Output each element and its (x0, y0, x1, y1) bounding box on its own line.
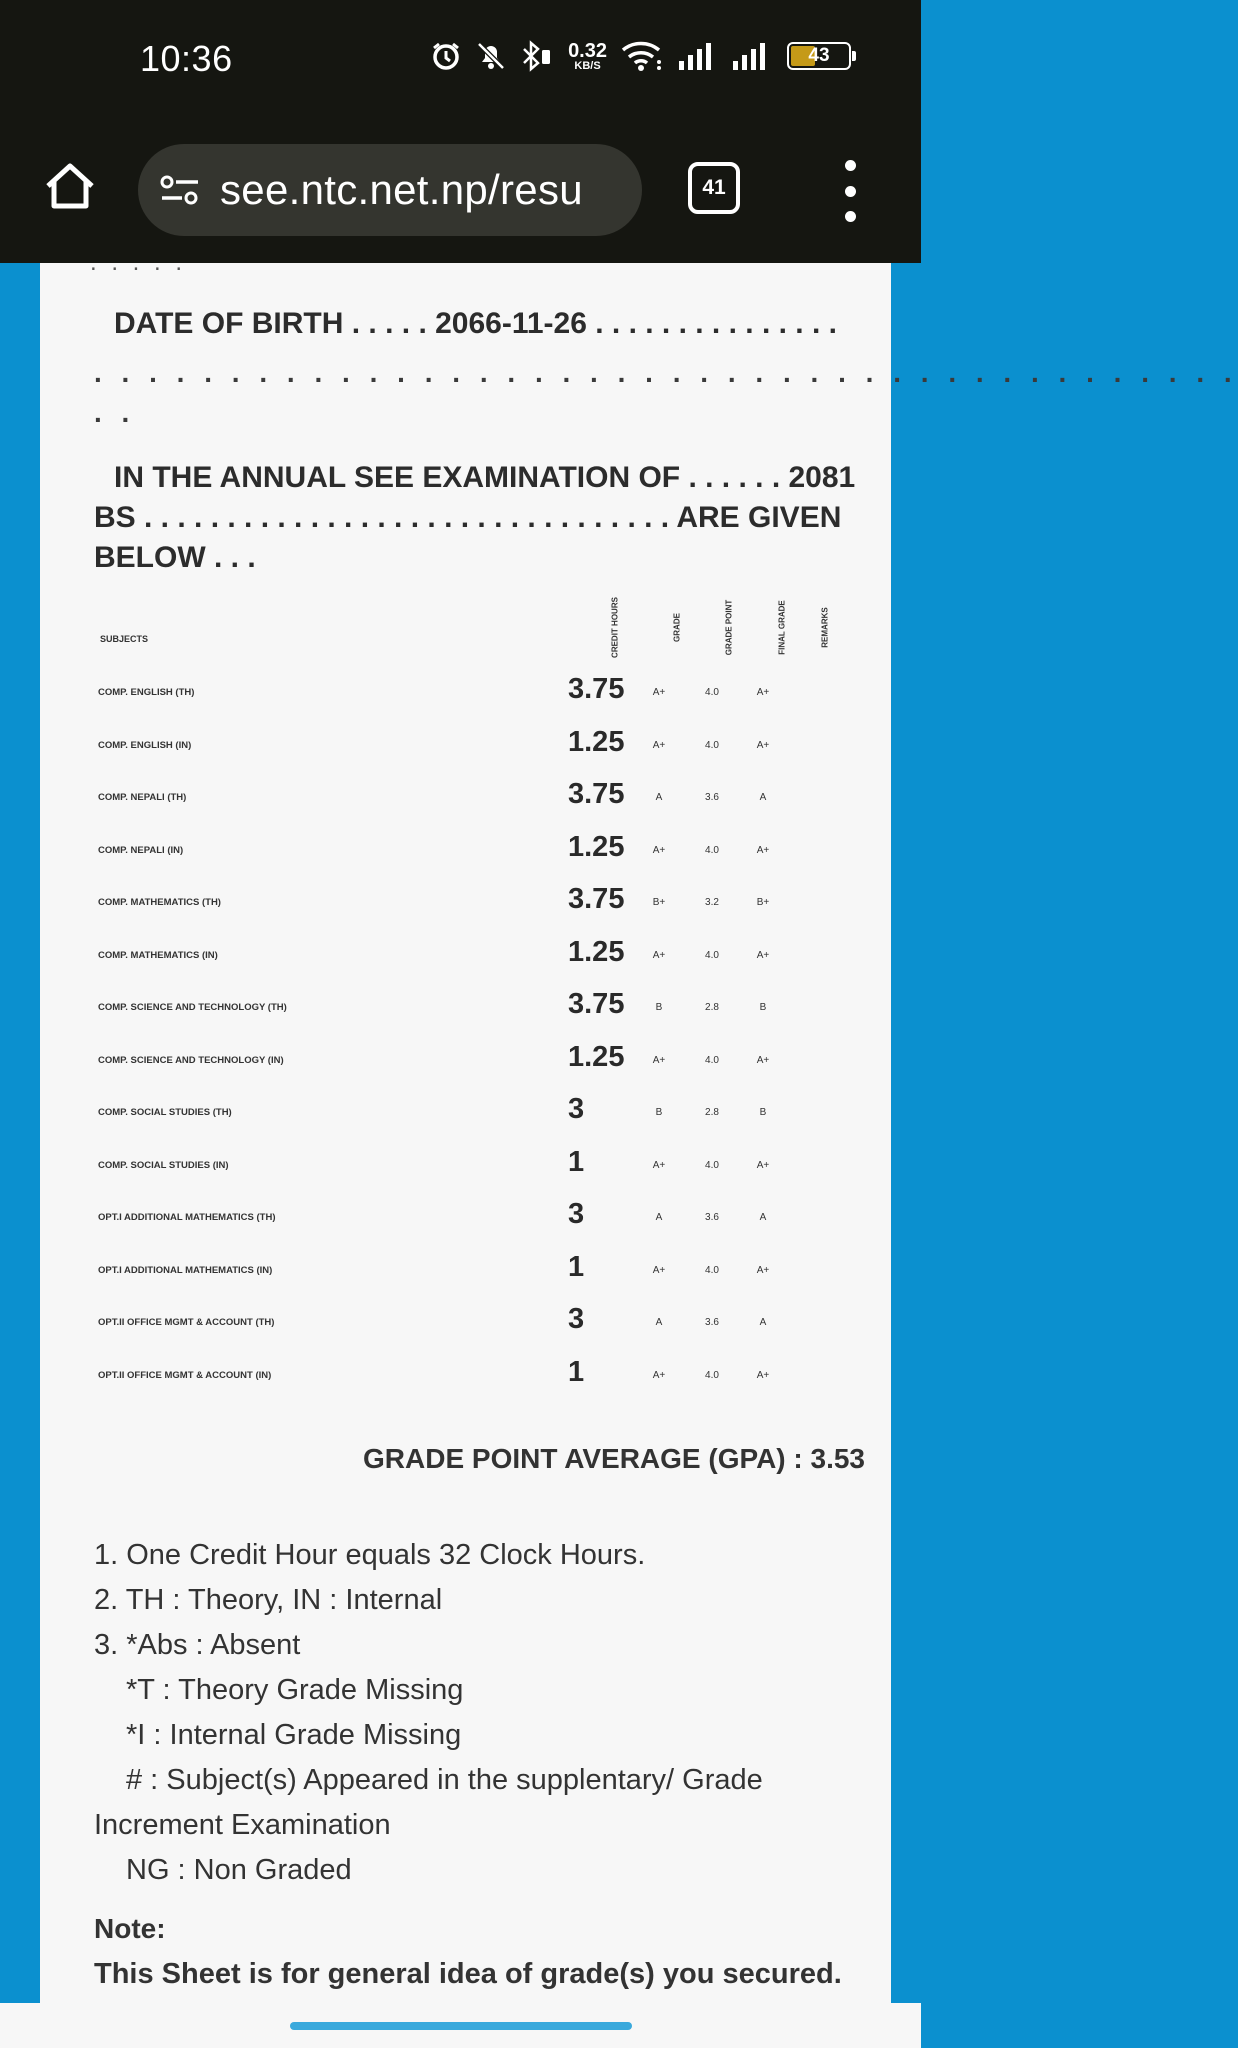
grade-cell: A+ (652, 739, 666, 751)
final-grade-cell: A+ (756, 1159, 770, 1171)
table-row (98, 1093, 878, 1145)
header-grade-point: GRADE POINT (724, 599, 734, 656)
grade-point-cell: 4.0 (705, 687, 719, 698)
notes-list (94, 1533, 884, 1893)
note-item: 3. *Abs : Absent (94, 1629, 301, 1661)
subject-cell: OPT.II OFFICE MGMT & ACCOUNT (TH) (98, 1317, 275, 1328)
grade-point-cell: 3.6 (705, 1212, 719, 1223)
grade-cell: A (655, 792, 663, 803)
overflow-menu-icon[interactable] (838, 160, 862, 222)
table-row (98, 1041, 878, 1093)
ng-note: NG : Non Graded (126, 1854, 352, 1886)
grade-cell: A+ (652, 1159, 666, 1171)
final-grade-cell: B (759, 1002, 767, 1013)
final-grade-cell: A+ (756, 739, 770, 751)
final-grade-cell: B (759, 1107, 767, 1118)
grade-point-cell: 2.8 (705, 1107, 719, 1118)
table-row (98, 1303, 878, 1355)
header-final-grade: FINAL GRADE (777, 600, 787, 655)
status-bar (0, 0, 921, 118)
final-grade-cell: A+ (756, 1369, 770, 1381)
credit-hours-cell: 1.25 (568, 1040, 625, 1073)
credit-hours-cell: 1 (568, 1250, 585, 1283)
header-credit-hours: CREDIT HOURS (610, 597, 620, 658)
subject-cell: COMP. ENGLISH (TH) (98, 687, 195, 698)
grade-point-cell: 4.0 (705, 949, 719, 961)
grade-point-cell: 3.2 (705, 897, 719, 908)
grade-cell: B+ (652, 897, 666, 908)
header-grade: GRADE (672, 613, 682, 642)
credit-hours-cell: 3 (568, 1198, 585, 1230)
subject-cell: COMP. MATHEMATICS (TH) (98, 897, 221, 908)
subject-cell: COMP. NEPALI (TH) (98, 792, 187, 803)
status-icons (430, 40, 851, 72)
gesture-bar[interactable] (290, 2022, 632, 2030)
header-remarks: REMARKS (820, 607, 830, 648)
table-row (98, 778, 878, 830)
final-grade-cell: A+ (756, 949, 770, 961)
table-row (98, 988, 878, 1040)
home-icon[interactable] (40, 156, 100, 216)
sub-note-item: # : Subject(s) Appeared in the supplentary/ Grade (126, 1764, 763, 1796)
exam-line-1: IN THE ANNUAL SEE EXAMINATION OF . . . . . . 2081 (114, 461, 856, 494)
final-grade-cell: A+ (756, 844, 770, 856)
url-bar[interactable] (138, 144, 642, 236)
grade-cell: A+ (652, 1264, 666, 1276)
note-heading: Note: (94, 1913, 166, 1944)
final-grade-cell: A (759, 792, 767, 803)
subject-cell: OPT.I ADDITIONAL MATHEMATICS (IN) (98, 1264, 273, 1276)
network-speed: 0.32 KB/S (568, 39, 607, 72)
note-wrap: Increment Examination (94, 1809, 391, 1841)
final-grade-cell: A+ (756, 1054, 770, 1066)
subject-cell: COMP. SOCIAL STUDIES (IN) (98, 1159, 229, 1171)
grade-cell: A (655, 1317, 663, 1328)
grade-cell: A+ (652, 1369, 666, 1381)
grade-cell: A+ (652, 844, 666, 856)
bluetooth-icon (520, 40, 554, 72)
credit-hours-cell: 3.75 (568, 778, 625, 810)
final-grade-cell: A (759, 1212, 767, 1223)
table-row (98, 1356, 878, 1408)
table-row (98, 673, 878, 725)
mute-bell-icon (476, 40, 506, 72)
table-row (98, 1198, 878, 1250)
note-item: 2. TH : Theory, IN : Internal (94, 1584, 443, 1616)
subject-cell: OPT.I ADDITIONAL MATHEMATICS (TH) (98, 1212, 276, 1223)
credit-hours-cell: 1.25 (568, 830, 625, 863)
table-row (98, 1251, 878, 1303)
site-settings-icon[interactable] (160, 173, 200, 207)
table-row (98, 936, 878, 988)
credit-hours-cell: 3.75 (568, 883, 625, 915)
table-row (98, 726, 878, 778)
battery-level: 43 (808, 45, 830, 66)
sub-note-item: *T : Theory Grade Missing (126, 1674, 464, 1706)
grade-point-cell: 4.0 (705, 1369, 719, 1381)
alarm-icon (430, 40, 462, 72)
exam-line-2: BS . . . . . . . . . . . . . . . . . . . . . . . . . . . . . . . . ARE GIVEN (94, 501, 842, 534)
credit-hours-cell: 3.75 (568, 988, 625, 1020)
subject-cell: COMP. SOCIAL STUDIES (TH) (98, 1107, 232, 1118)
url-text: see.ntc.net.np/resu (220, 166, 583, 213)
table-row (98, 1146, 878, 1198)
table-row (98, 831, 878, 883)
grade-cell: A+ (652, 687, 666, 698)
subject-cell: COMP. SCIENCE AND TECHNOLOGY (IN) (98, 1054, 284, 1066)
signal-icon-1 (679, 41, 719, 71)
wifi-icon (621, 40, 665, 72)
final-grade-cell: A+ (756, 687, 770, 698)
grade-point-cell: 4.0 (705, 1054, 719, 1066)
exam-line-3: BELOW . . . (94, 541, 256, 574)
grade-point-cell: 4.0 (705, 1264, 719, 1276)
browser-toolbar (0, 118, 921, 263)
sub-note-item: *I : Internal Grade Missing (126, 1719, 462, 1751)
final-grade-cell: B+ (756, 897, 770, 908)
credit-hours-cell: 1 (568, 1145, 585, 1178)
grade-cell: A (655, 1212, 663, 1223)
credit-hours-cell: 3 (568, 1093, 585, 1125)
credit-hours-cell: 1.25 (568, 725, 625, 758)
grade-cell: A+ (652, 1054, 666, 1066)
grade-cell: B (655, 1107, 663, 1118)
final-grade-cell: A (759, 1317, 767, 1328)
subject-cell: COMP. SCIENCE AND TECHNOLOGY (TH) (98, 1002, 287, 1013)
battery-icon (787, 42, 851, 70)
status-time: 10:36 (140, 38, 233, 79)
final-grade-cell: A+ (756, 1264, 770, 1276)
grade-point-cell: 4.0 (705, 1159, 719, 1171)
dob-dots: . . . . . . . . . . . . . . . . . . . . . . . . . . . . . . . . . . . . . . . . . . (94, 357, 1238, 388)
tab-switcher-button[interactable]: 41 (688, 162, 740, 214)
gpa-value: GRADE POINT AVERAGE (GPA) : 3.53 (363, 1443, 865, 1474)
grade-point-cell: 4.0 (705, 739, 719, 751)
credit-hours-cell: 3 (568, 1303, 585, 1335)
date-of-birth: DATE OF BIRTH . . . . . 2066-11-26 . . . . . . . . . . . . . . . (114, 307, 837, 340)
note-body: This Sheet is for general idea of grade(s) you secured. (94, 1958, 842, 1990)
top-dots: . . . . . (90, 249, 187, 276)
grade-cell: B (655, 1002, 663, 1013)
grade-point-cell: 3.6 (705, 1317, 719, 1328)
header-subjects: SUBJECTS (100, 634, 149, 644)
result-sheet (40, 249, 1238, 2003)
grade-point-cell: 2.8 (705, 1002, 719, 1013)
credit-hours-cell: 1 (568, 1355, 585, 1388)
grade-cell: A+ (652, 949, 666, 961)
credit-hours-cell: 1.25 (568, 935, 625, 968)
dob-dots-end: . . (94, 397, 136, 428)
subject-cell: COMP. NEPALI (IN) (98, 844, 184, 856)
subject-cell: OPT.II OFFICE MGMT & ACCOUNT (IN) (98, 1369, 272, 1381)
table-row (98, 883, 878, 935)
grade-point-cell: 4.0 (705, 844, 719, 856)
subject-cell: COMP. ENGLISH (IN) (98, 739, 192, 751)
credit-hours-cell: 3.75 (568, 673, 625, 705)
note-item: 1. One Credit Hour equals 32 Clock Hours. (94, 1539, 646, 1571)
grade-point-cell: 3.6 (705, 792, 719, 803)
signal-icon-2 (733, 41, 773, 71)
subject-cell: COMP. MATHEMATICS (IN) (98, 949, 218, 961)
